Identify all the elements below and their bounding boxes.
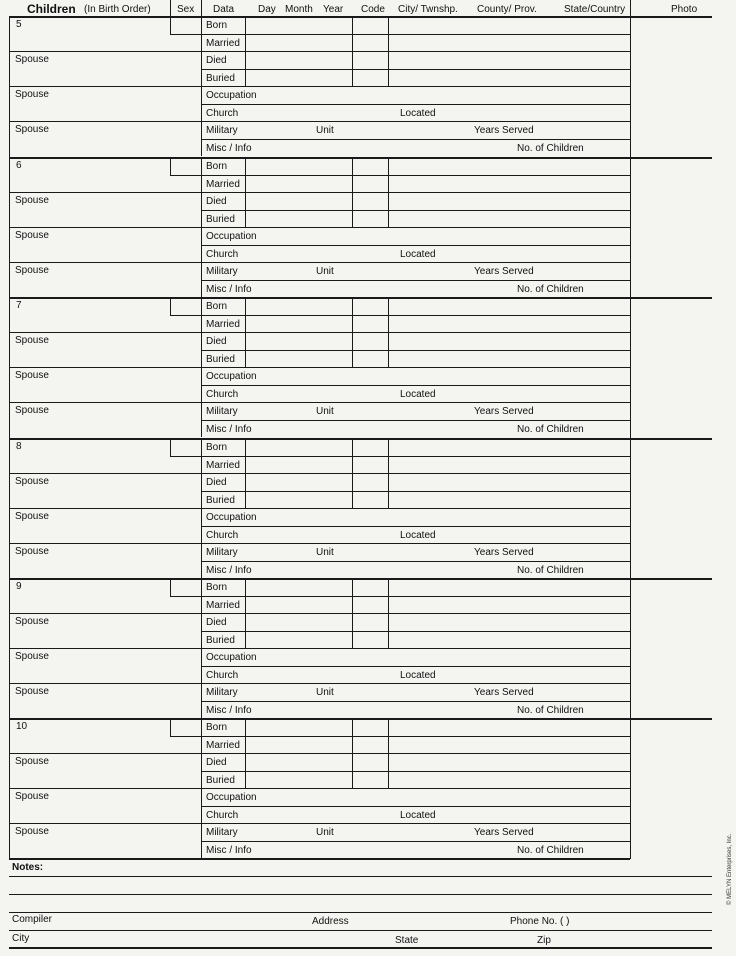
- spouse-label: Spouse: [15, 616, 49, 627]
- located-label: Located: [400, 669, 436, 681]
- event-military: Military: [206, 125, 238, 136]
- spouse-rule: [9, 51, 201, 52]
- row-rule: [201, 210, 630, 211]
- event-died: Died: [206, 617, 227, 628]
- children-heading: Children: [27, 2, 76, 16]
- event-misc-info: Misc / Info: [206, 423, 252, 435]
- row-rule: [201, 104, 630, 105]
- number-of-children-label: No. of Children: [517, 564, 584, 576]
- child-number: 5: [16, 19, 22, 30]
- day-heading: Day: [258, 4, 276, 15]
- unit-label: Unit: [316, 406, 334, 417]
- unit-label: Unit: [316, 266, 334, 277]
- event-born: Born: [206, 161, 228, 172]
- row-rule: [201, 332, 630, 333]
- event-occupation: Occupation: [206, 652, 257, 663]
- sex-box-border: [170, 718, 171, 736]
- event-died: Died: [206, 477, 227, 488]
- row-rule: [201, 121, 630, 122]
- located-label: Located: [400, 388, 436, 400]
- sex-box-border: [170, 16, 171, 34]
- spouse-label: Spouse: [15, 511, 49, 522]
- row-rule: [201, 175, 630, 176]
- row-rule: [201, 350, 630, 351]
- header-divider: [201, 0, 202, 16]
- event-misc-info: Misc / Info: [206, 564, 252, 576]
- spouse-rule: [9, 332, 201, 333]
- spouse-rule: [9, 262, 201, 263]
- event-married: Married: [206, 178, 240, 190]
- years-served-label: Years Served: [474, 547, 534, 558]
- birth-order-heading: (In Birth Order): [84, 4, 151, 15]
- child-number: 8: [16, 441, 22, 452]
- event-born: Born: [206, 442, 228, 453]
- row-rule: [201, 262, 630, 263]
- spouse-rule: [9, 192, 201, 193]
- spouse-rule: [9, 788, 201, 789]
- unit-label: Unit: [316, 827, 334, 838]
- event-church: Church: [206, 248, 239, 260]
- years-served-label: Years Served: [474, 406, 534, 417]
- zip-label: Zip: [537, 935, 551, 946]
- unit-label: Unit: [316, 125, 334, 136]
- event-married: Married: [206, 318, 240, 330]
- row-rule: [201, 823, 630, 824]
- spouse-label: Spouse: [15, 546, 49, 557]
- spouse-rule: [9, 86, 201, 87]
- block-separator: [9, 157, 712, 159]
- event-occupation: Occupation: [206, 371, 257, 382]
- spouse-label: Spouse: [15, 826, 49, 837]
- spouse-label: Spouse: [15, 756, 49, 767]
- block-separator: [9, 718, 712, 720]
- unit-label: Unit: [316, 687, 334, 698]
- event-church: Church: [206, 669, 239, 681]
- sex-box-border: [170, 456, 201, 457]
- child-number: 9: [16, 581, 22, 592]
- event-buried: Buried: [206, 774, 235, 786]
- row-rule: [201, 631, 630, 632]
- block-separator: [9, 578, 712, 580]
- row-rule: [201, 192, 630, 193]
- block-separator: [9, 438, 712, 440]
- event-born: Born: [206, 20, 228, 31]
- number-of-children-label: No. of Children: [517, 423, 584, 435]
- number-of-children-label: No. of Children: [517, 142, 584, 154]
- row-rule: [201, 561, 630, 562]
- event-church: Church: [206, 388, 239, 400]
- spouse-label: Spouse: [15, 54, 49, 65]
- sex-box-border: [170, 736, 201, 737]
- event-died: Died: [206, 196, 227, 207]
- notes-rule: [9, 894, 712, 895]
- row-rule: [201, 841, 630, 842]
- spouse-rule: [9, 473, 201, 474]
- compiler-label: Compiler: [12, 914, 53, 925]
- spouse-label: Spouse: [15, 230, 49, 241]
- spouse-rule: [9, 121, 201, 122]
- event-died: Died: [206, 55, 227, 66]
- row-rule: [201, 245, 630, 246]
- child-number: 10: [16, 721, 28, 732]
- event-military: Military: [206, 827, 238, 838]
- notes-rule: [9, 876, 712, 877]
- sex-box-border: [170, 596, 201, 597]
- row-rule: [201, 753, 630, 754]
- located-label: Located: [400, 248, 436, 260]
- spouse-rule: [9, 402, 201, 403]
- event-occupation: Occupation: [206, 231, 257, 242]
- event-born: Born: [206, 722, 228, 733]
- city-label: City: [12, 933, 30, 944]
- event-occupation: Occupation: [206, 90, 257, 101]
- row-rule: [201, 666, 630, 667]
- spouse-label: Spouse: [15, 476, 49, 487]
- child-number: 6: [16, 160, 22, 171]
- spouse-label: Spouse: [15, 335, 49, 346]
- row-rule: [201, 34, 630, 35]
- spouse-label: Spouse: [15, 686, 49, 697]
- event-born: Born: [206, 582, 228, 593]
- event-occupation: Occupation: [206, 792, 257, 803]
- located-label: Located: [400, 809, 436, 821]
- photo-heading: Photo: [671, 4, 698, 15]
- row-rule: [201, 806, 630, 807]
- event-married: Married: [206, 37, 240, 49]
- phone-label: Phone No. ( ): [510, 916, 570, 927]
- row-rule: [201, 736, 630, 737]
- located-label: Located: [400, 529, 436, 541]
- spouse-rule: [9, 543, 201, 544]
- row-rule: [201, 491, 630, 492]
- block-separator: [9, 858, 630, 860]
- row-rule: [201, 69, 630, 70]
- spouse-label: Spouse: [15, 124, 49, 135]
- notes-label: Notes:: [12, 862, 44, 873]
- sex-box-border: [170, 34, 201, 35]
- sex-box-border: [170, 175, 201, 176]
- county-heading: County/ Prov.: [477, 4, 537, 15]
- spouse-label: Spouse: [15, 791, 49, 802]
- sex-box-border: [170, 297, 171, 315]
- spouse-rule: [9, 648, 201, 649]
- spouse-label: Spouse: [15, 265, 49, 276]
- notes-rule: [9, 912, 712, 913]
- number-of-children-label: No. of Children: [517, 844, 584, 856]
- row-rule: [201, 543, 630, 544]
- row-rule: [201, 280, 630, 281]
- sex-heading: Sex: [177, 4, 195, 15]
- block-separator: [9, 297, 712, 299]
- event-buried: Buried: [206, 213, 235, 225]
- located-label: Located: [400, 107, 436, 119]
- spouse-label: Spouse: [15, 195, 49, 206]
- row-rule: [201, 420, 630, 421]
- row-rule: [201, 51, 630, 52]
- unit-label: Unit: [316, 547, 334, 558]
- row-rule: [201, 473, 630, 474]
- event-military: Military: [206, 547, 238, 558]
- publisher-credit: © MELYN Enterprises, Inc.: [727, 833, 733, 905]
- event-misc-info: Misc / Info: [206, 142, 252, 154]
- row-rule: [201, 86, 630, 87]
- address-label: Address: [312, 916, 349, 927]
- bottom-border: [9, 947, 712, 949]
- child-number: 7: [16, 300, 22, 311]
- event-buried: Buried: [206, 72, 235, 84]
- notes-rule: [9, 930, 712, 931]
- number-of-children-label: No. of Children: [517, 704, 584, 716]
- row-rule: [201, 227, 630, 228]
- sex-box-border: [170, 438, 171, 456]
- row-rule: [201, 315, 630, 316]
- city-heading: City/ Twnshp.: [398, 4, 458, 15]
- row-rule: [201, 139, 630, 140]
- years-served-label: Years Served: [474, 687, 534, 698]
- row-rule: [201, 683, 630, 684]
- state-label: State: [395, 935, 419, 946]
- event-misc-info: Misc / Info: [206, 704, 252, 716]
- sex-box-border: [170, 157, 171, 175]
- years-served-label: Years Served: [474, 125, 534, 136]
- row-rule: [201, 508, 630, 509]
- row-rule: [201, 613, 630, 614]
- spouse-label: Spouse: [15, 405, 49, 416]
- event-married: Married: [206, 599, 240, 611]
- sex-box-border: [170, 315, 201, 316]
- spouse-label: Spouse: [15, 370, 49, 381]
- row-rule: [201, 367, 630, 368]
- event-church: Church: [206, 107, 239, 119]
- years-served-label: Years Served: [474, 266, 534, 277]
- event-misc-info: Misc / Info: [206, 844, 252, 856]
- event-church: Church: [206, 529, 239, 541]
- event-died: Died: [206, 757, 227, 768]
- event-military: Military: [206, 687, 238, 698]
- row-rule: [201, 771, 630, 772]
- spouse-rule: [9, 613, 201, 614]
- year-heading: Year: [323, 4, 344, 15]
- right-border: [630, 0, 631, 859]
- row-rule: [201, 701, 630, 702]
- spouse-label: Spouse: [15, 89, 49, 100]
- spouse-rule: [9, 508, 201, 509]
- row-rule: [201, 402, 630, 403]
- block-separator: [9, 16, 712, 18]
- event-born: Born: [206, 301, 228, 312]
- row-rule: [201, 788, 630, 789]
- spouse-rule: [9, 227, 201, 228]
- state-country-heading: State/Country: [564, 4, 626, 15]
- event-misc-info: Misc / Info: [206, 283, 252, 295]
- data-heading: Data: [213, 4, 235, 15]
- row-rule: [201, 385, 630, 386]
- event-buried: Buried: [206, 634, 235, 646]
- row-rule: [201, 596, 630, 597]
- event-married: Married: [206, 739, 240, 751]
- event-buried: Buried: [206, 494, 235, 506]
- sex-box-border: [170, 578, 171, 596]
- spouse-rule: [9, 753, 201, 754]
- event-military: Military: [206, 266, 238, 277]
- event-military: Military: [206, 406, 238, 417]
- event-married: Married: [206, 459, 240, 471]
- event-died: Died: [206, 336, 227, 347]
- event-church: Church: [206, 809, 239, 821]
- spouse-rule: [9, 823, 201, 824]
- event-buried: Buried: [206, 353, 235, 365]
- number-of-children-label: No. of Children: [517, 283, 584, 295]
- row-rule: [201, 648, 630, 649]
- month-heading: Month: [285, 4, 313, 15]
- spouse-label: Spouse: [15, 651, 49, 662]
- spouse-rule: [9, 683, 201, 684]
- row-rule: [201, 456, 630, 457]
- row-rule: [201, 526, 630, 527]
- spouse-rule: [9, 367, 201, 368]
- header-divider: [170, 0, 171, 16]
- years-served-label: Years Served: [474, 827, 534, 838]
- code-heading: Code: [361, 4, 385, 15]
- event-occupation: Occupation: [206, 512, 257, 523]
